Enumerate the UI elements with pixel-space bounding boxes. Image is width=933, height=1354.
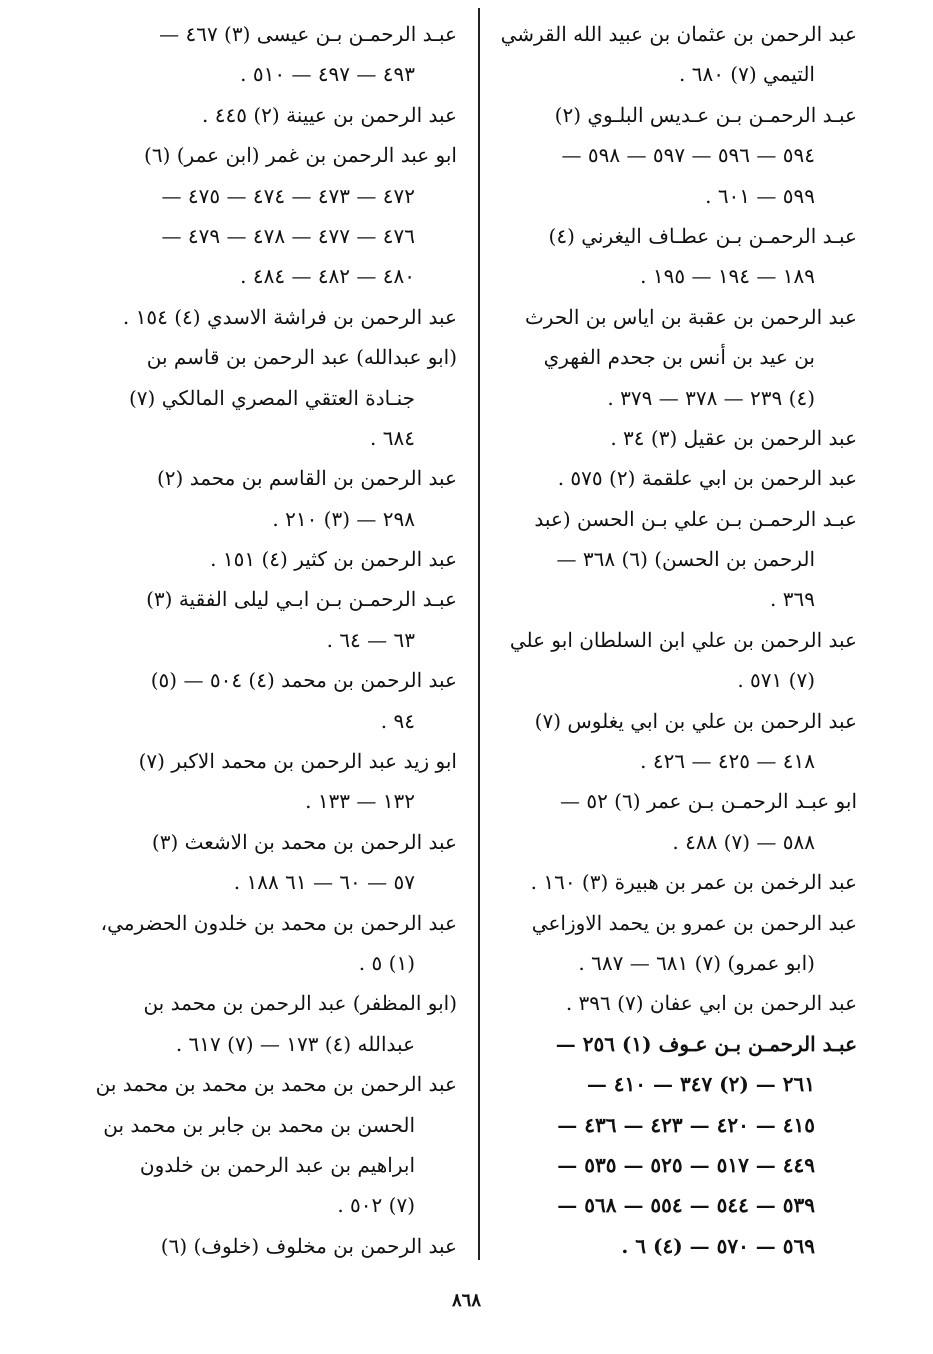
index-entry: عبد الرحمن بن عيينة (٢) ٤٤٥ . xyxy=(202,102,457,127)
index-entry-continuation: الحسن بن محمد بن جابر بن محمد بن xyxy=(103,1112,415,1137)
index-entry: عبد الرحمن بن القاسم بن محمد (٢) xyxy=(156,466,457,491)
index-entry: عبـد الرحمـن بـن عيسى (٣) ٤٦٧ — xyxy=(159,22,457,46)
index-entry: عبد الرخمن بن عمر بن هبيرة (٣) ١٦٠ . xyxy=(530,870,857,895)
index-entry-continuation: ٢٩٨ — (٣) ٢١٠ . xyxy=(272,506,415,531)
index-entry-continuation: ٢٦١ — (٢) ٣٤٧ — ٤١٠ — xyxy=(586,1072,815,1097)
index-entry: عبد الرحمن بن محمد (٤) ٥٠٤ — (٥) xyxy=(150,668,457,693)
index-entry-continuation: ٦٣ — ٦٤ . xyxy=(326,627,415,652)
index-entry: عبد الرحمن بن عقبة بن اياس بن الحرث xyxy=(524,304,857,329)
index-entry-continuation: ٥٣٩ — ٥٤٤ — ٥٥٤ — ٥٦٨ — xyxy=(557,1193,815,1218)
index-entry-continuation: ٣٦٩ . xyxy=(770,587,815,612)
index-entry: عبد الرحمن بن ابي علقمة (٢) ٥٧٥ . xyxy=(557,466,857,491)
index-entry-continuation: (١) ٥ . xyxy=(358,950,415,975)
index-entry: عبد الرحمن بن عثمان بن عبيد الله القرشي xyxy=(500,22,857,46)
index-entry: ابو زيد عبد الرحمن بن محمد الاكبر (٧) xyxy=(138,749,457,774)
index-entry-continuation: التيمي (٧) ٦٨٠ . xyxy=(679,62,815,87)
index-entry: عبد الرحمن بن عمرو بن يحمد الاوزاعي xyxy=(531,910,857,935)
index-entry-continuation: ٤٧٢ — ٤٧٣ — ٤٧٤ — ٤٧٥ — xyxy=(161,183,415,208)
index-entry: عبد الرحمن بن عقيل (٣) ٣٤ . xyxy=(610,425,857,450)
index-entry: عبـد الرحمـن بـن عطـاف اليغرني (٤) xyxy=(548,223,857,248)
index-entry-continuation: جنـادة العتقي المصري المالكي (٧) xyxy=(128,385,415,410)
index-entry-continuation: ٥٩٤ — ٥٩٦ — ٥٩٧ — ٥٩٨ — xyxy=(561,143,815,168)
index-entry: (ابو المظفر) عبد الرحمن بن محمد بن xyxy=(143,991,457,1016)
index-entry: ابو عبـد الرحمـن بـن عمر (٦) ٥٢ — xyxy=(559,789,857,814)
index-entry-continuation: (ابو عمرو) (٧) ٦٨١ — ٦٨٧ . xyxy=(578,950,815,975)
index-entry: عبد الرحمن بن محمد بن خلدون الحضرمي، xyxy=(100,910,457,935)
index-entry-continuation: ٤١٨ — ٤٢٥ — ٤٢٦ . xyxy=(640,749,815,774)
index-entry-continuation: عبدالله (٤) ١٧٣ — (٧) ٦١٧ . xyxy=(175,1031,415,1056)
index-entry-continuation: (٧) ٥٧١ . xyxy=(737,668,815,693)
index-entry: عبد الرحمن بن علي بن ابي يغلوس (٧) xyxy=(534,708,857,733)
index-entry-continuation: ٤١٥ — ٤٢٠ — ٤٢٣ — ٤٣٦ — xyxy=(557,1112,815,1137)
index-entry-continuation: ٥٩٩ — ٦٠١ . xyxy=(705,183,815,208)
index-entry-continuation: ٤٧٦ — ٤٧٧ — ٤٧٨ — ٤٧٩ — xyxy=(161,223,415,248)
index-entry: عبد الرحمن بن كثير (٤) ١٥١ . xyxy=(210,547,457,572)
index-entry: عبد الرحمن بن فراشة الاسدي (٤) ١٥٤ . xyxy=(122,304,457,329)
right-index-column xyxy=(481,14,857,1266)
index-entry: عبد الرحمن بن ابي عفان (٧) ٣٩٦ . xyxy=(565,991,857,1016)
left-index-column xyxy=(81,14,457,1266)
index-entry: عبـد الرحمـن بـن عـوف (١) ٢٥٦ — xyxy=(555,1031,857,1056)
index-entry-continuation: بن عيد بن أنس بن جحدم الفهري xyxy=(543,345,815,370)
index-entry: عبـد الرحمـن بـن عـديس البلـوي (٢) xyxy=(554,102,857,127)
index-entry: عبـد الرحمـن بـن علي بـن الحسن (عبد xyxy=(534,506,857,531)
page-number: ٨٦٨ xyxy=(451,1290,481,1311)
index-entry: ابو عبد الرحمن بن غمر (ابن عمر) (٦) xyxy=(144,143,457,168)
index-entry: (ابو عبدالله) عبد الرحمن بن قاسم بن xyxy=(146,345,457,370)
index-entry-continuation: ٥٨٨ — (٧) ٤٨٨ . xyxy=(672,829,815,854)
index-entry-continuation: ٥٧ — ٦٠ — ٦١ ١٨٨ . xyxy=(233,870,415,895)
index-entry: عبـد الرحمـن بـن ابـي ليلى الفقية (٣) xyxy=(146,587,457,612)
index-entry-continuation: ٥٦٩ — ٥٧٠ — (٤) ٦ . xyxy=(621,1233,815,1258)
index-entry-continuation: ٤٤٩ — ٥١٧ — ٥٢٥ — ٥٣٥ — xyxy=(557,1152,815,1177)
index-entry-continuation: ١٣٢ — ١٣٣ . xyxy=(305,789,415,814)
index-entry: عبد الرحمن بن محمد بن الاشعث (٣) xyxy=(151,829,457,854)
index-entry-continuation: (٤) ٢٣٩ — ٣٧٨ — ٣٧٩ . xyxy=(607,385,815,410)
index-entry-continuation: الرحمن بن الحسن) (٦) ٣٦٨ — xyxy=(556,547,815,572)
index-entry-continuation: ابراهيم بن عبد الرحمن بن خلدون xyxy=(139,1152,415,1177)
column-divider xyxy=(478,8,480,1260)
index-entry-continuation: ١٨٩ — ١٩٤ — ١٩٥ . xyxy=(640,264,815,289)
index-entry-continuation: (٧) ٥٠٢ . xyxy=(337,1193,415,1218)
index-entry: عبد الرحمن بن علي ابن السلطان ابو علي xyxy=(509,627,857,652)
index-entry: عبد الرحمن بن محمد بن محمد بن محمد بن xyxy=(95,1072,457,1097)
index-entry-continuation: ٩٤ . xyxy=(380,708,415,733)
index-entry-continuation: ٤٩٣ — ٤٩٧ — ٥١٠ . xyxy=(240,62,415,87)
index-entry: عبد الرحمن بن مخلوف (خلوف) (٦) xyxy=(160,1233,457,1258)
index-entry-continuation: ٦٨٤ . xyxy=(370,425,415,450)
index-entry-continuation: ٤٨٠ — ٤٨٢ — ٤٨٤ . xyxy=(240,264,415,289)
